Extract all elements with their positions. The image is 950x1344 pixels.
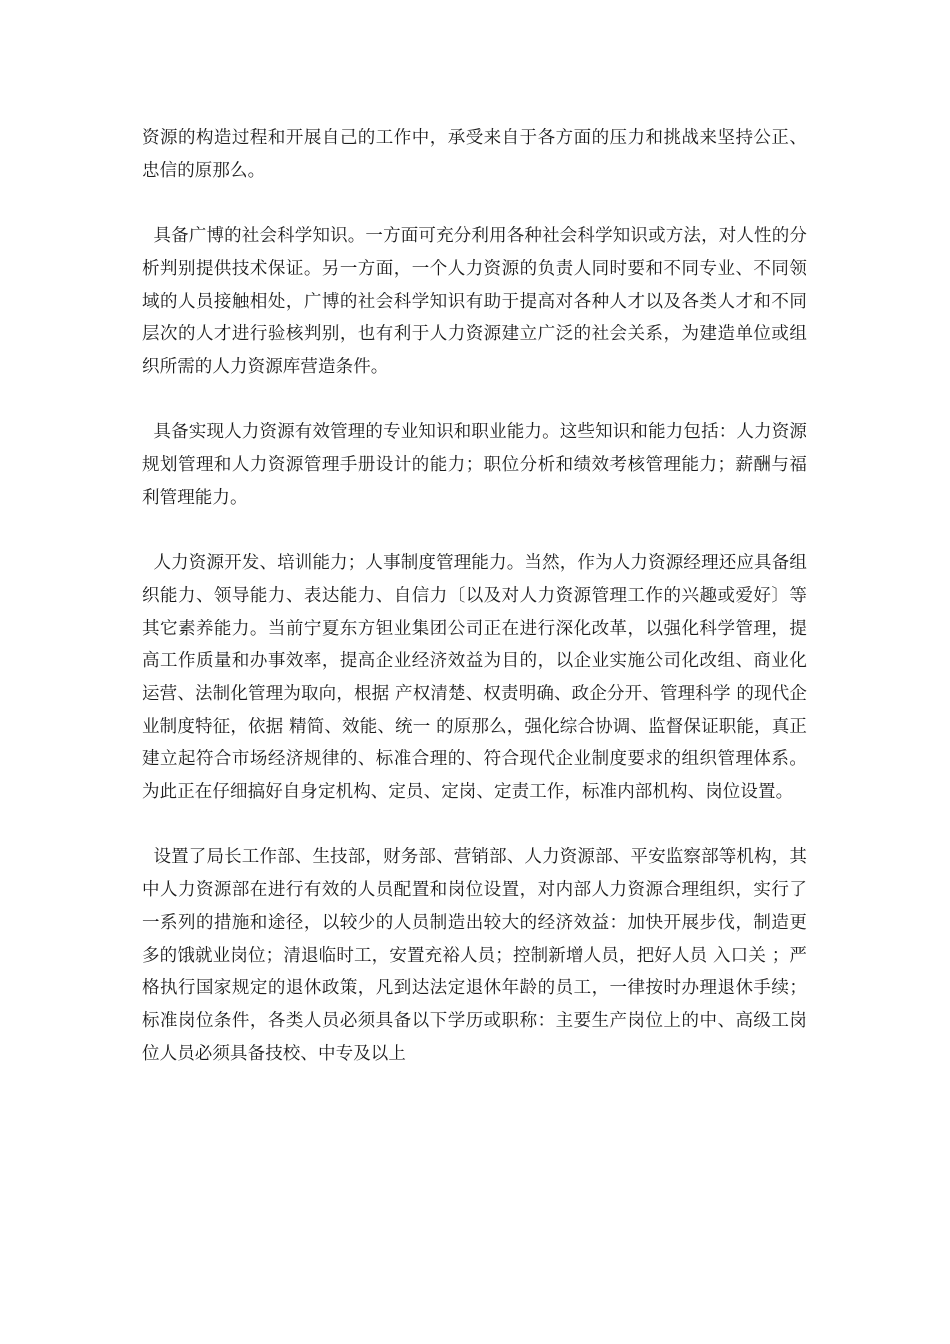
document-body — [142, 122, 807, 1070]
paragraph-1: 资源的构造过程和开展自己的工作中，承受来自于各方面的压力和挑战来坚持公正、忠信的原那么。 — [142, 128, 807, 181]
paragraph-3: 具备实现人力资源有效管理的专业知识和职业能力。这些知识和能力包括：人力资源规划管理和人力资源管理手册设计的能力；职位分析和绩效考核管理能力；薪酬与福利管理能力。 — [142, 422, 807, 508]
paragraph-5: 设置了局长工作部、生技部，财务部、营销部、人力资源部、平安监察部等机构，其中人力资源部在进行有效的人员配置和岗位设置，对内部人力资源合理组织，实行了一系列的措施和途径，以较少的人员制造出较大的经济效益：加快开展步伐，制造更多的饿就业岗位；清退临时工，安置充裕人员；控制新增人员，把好人员 入口关 ；严格执行国家规定的退休政策，凡到达法定退休年龄的员工，一律按时办理退休手续；标准岗位条件，各类人员必须具备以下学历或职称：主要生产岗位上的中、高级工岗位人员必须具备技校、中专及以上 — [142, 847, 807, 1064]
paragraph-4: 人力资源开发、培训能力；人事制度管理能力。当然，作为人力资源经理还应具备组织能力、领导能力、表达能力、自信力〔以及对人力资源管理工作的兴趣或爱好〕等其它素养能力。当前宁夏东方钽业集团公司正在进行深化改革，以强化科学管理，提高工作质量和办事效率，提高企业经济效益为目的，以企业实施公司化改组、商业化运营、法制化管理为取向，根据 产权清楚、权责明确、政企分开、管理科学 的现代企业制度特征，依据 精简、效能、统一 的原那么，强化综合协调、监督保证职能，真正建立起符合市场经济规律的、标准合理的、符合现代企业制度要求的组织管理体系。为此正在仔细搞好自身定机构、定员、定岗、定责工作，标准内部机构、岗位设置。 — [142, 553, 807, 803]
paragraph-2: 具备广博的社会科学知识。一方面可充分利用各种社会科学知识或方法，对人性的分析判别提供技术保证。另一方面，一个人力资源的负责人同时要和不同专业、不同领域的人员接触相处，广博的社会科学知识有助于提高对各种人才以及各类人才和不同层次的人才进行验核判别，也有利于人力资源建立广泛的社会关系，为建造单位或组织所需的人力资源库营造条件。 — [142, 226, 807, 377]
